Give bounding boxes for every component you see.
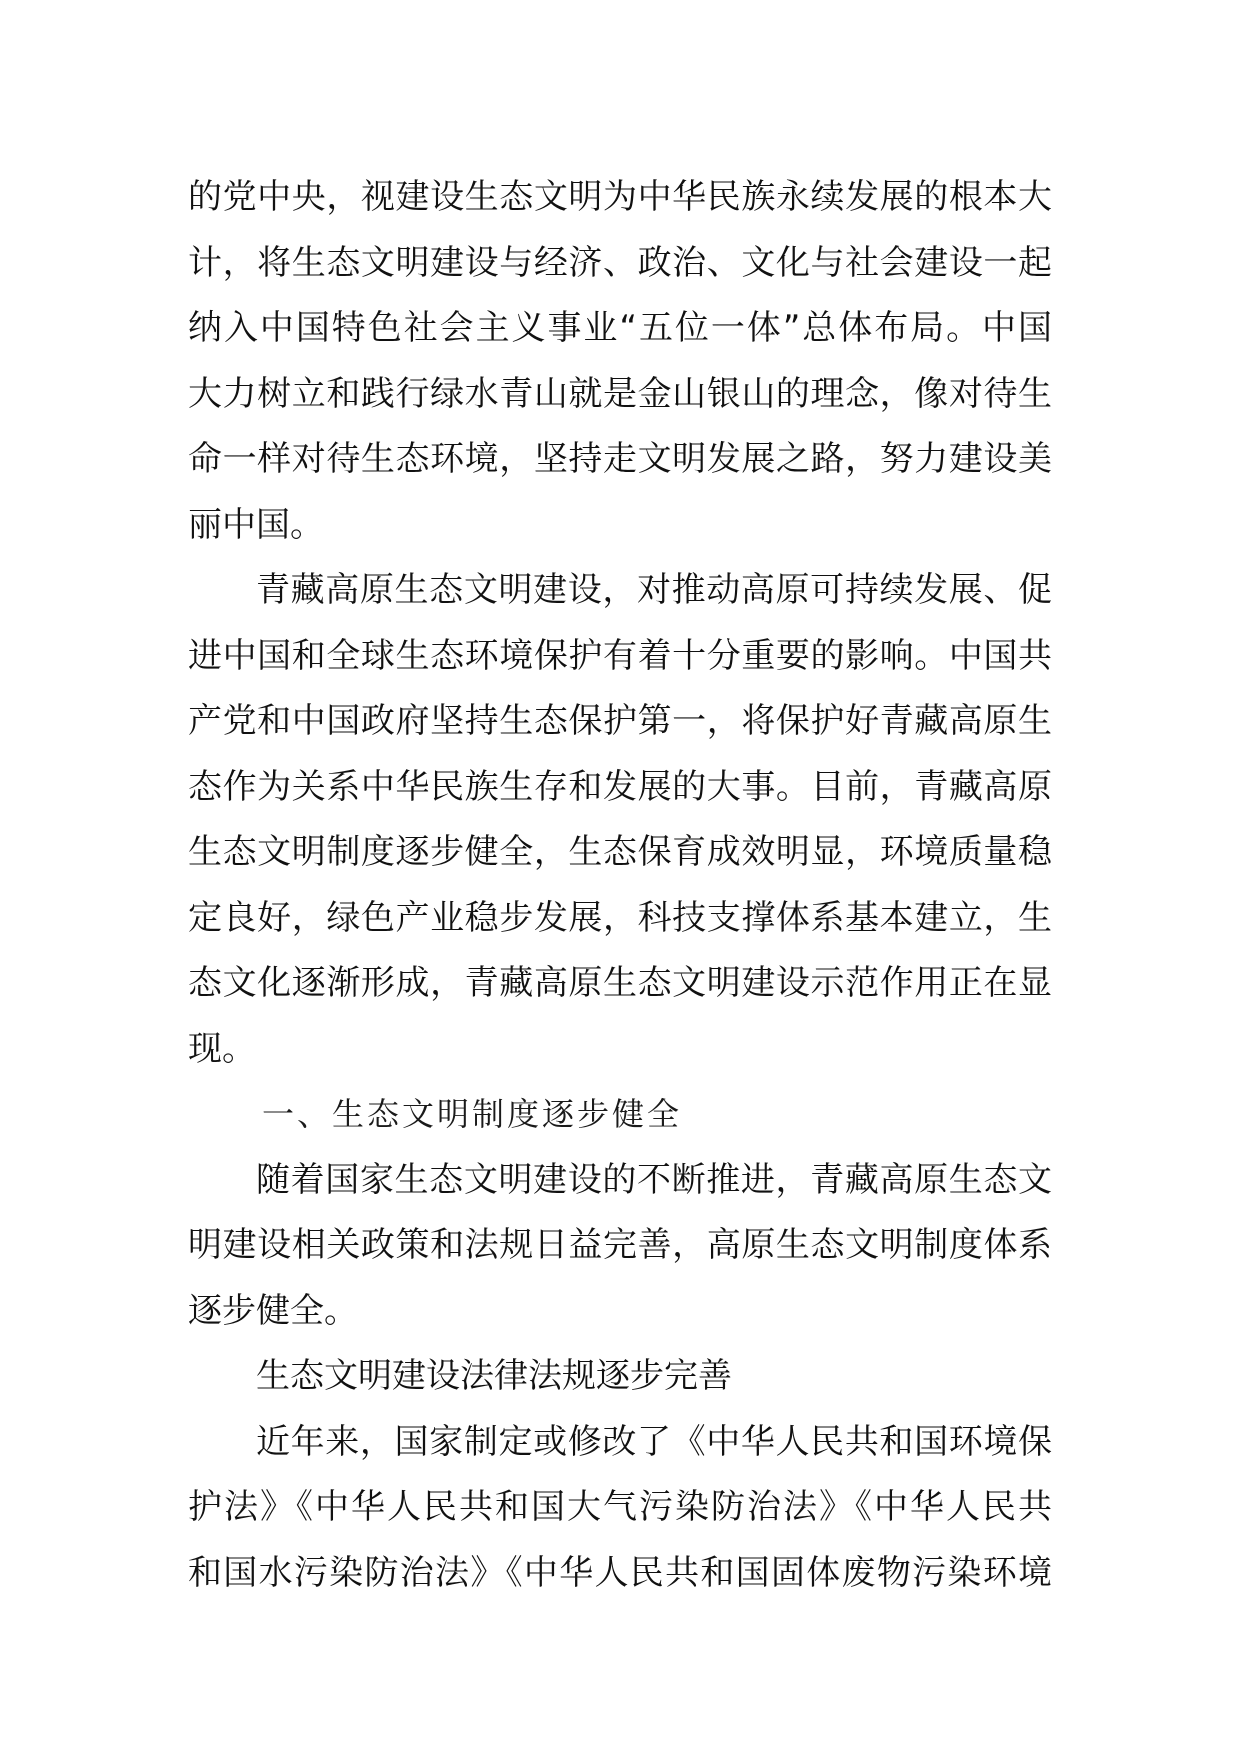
paragraph-line: 命一样对待生态环境，坚持走文明发展之路，努力建设美: [188, 439, 1052, 479]
section-heading: 一、生态文明制度逐步健全: [262, 1095, 683, 1133]
paragraph-line: 现。: [188, 1028, 256, 1069]
document-body: [188, 165, 1052, 1606]
paragraph-line: 丽中国。: [188, 504, 324, 545]
paragraph: [188, 558, 1052, 1082]
paragraph-line: 逐步健全。: [188, 1290, 358, 1331]
paragraph-line: 的党中央，视建设生态文明为中华民族永续发展的根本大: [188, 177, 1052, 217]
paragraph: [188, 1148, 1052, 1345]
paragraph-line: 产党和中国政府坚持生态保护第一，将保护好青藏高原生: [188, 701, 1052, 741]
paragraph-line: 定良好，绿色产业稳步发展，科技支撑体系基本建立，生: [188, 897, 1052, 938]
paragraph: [188, 165, 1052, 558]
paragraph: [188, 1410, 1052, 1607]
paragraph-line: 态作为关系中华民族生存和发展的大事。目前，青藏高原: [188, 766, 1052, 807]
paragraph-line: 生态文明制度逐步健全，生态保育成效明显，环境质量稳: [188, 832, 1052, 872]
paragraph-line: 青藏高原生态文明建设，对推动高原可持续发展、促: [256, 570, 1052, 610]
paragraph-line: 护法》《中华人民共和国大气污染防治法》《中华人民共: [188, 1487, 1052, 1527]
paragraph-line: 近年来，国家制定或修改了《中华人民共和国环境保: [256, 1421, 1052, 1462]
paragraph-line: 纳入中国特色社会主义事业“五位一体”总体布局。中国: [188, 308, 1052, 348]
paragraph-line: 明建设相关政策和法规日益完善，高原生态文明制度体系: [188, 1225, 1052, 1265]
paragraph-line: 计，将生态文明建设与经济、政治、文化与社会建设一起: [188, 242, 1052, 283]
subsection-heading: 生态文明建设法律法规逐步完善: [256, 1356, 732, 1396]
paragraph-line: 态文化逐渐形成，青藏高原生态文明建设示范作用正在显: [188, 963, 1052, 1003]
paragraph-line: 进中国和全球生态环境保护有着十分重要的影响。中国共: [188, 635, 1052, 676]
paragraph-line: 和国水污染防治法》《中华人民共和国固体废物污染环境: [188, 1552, 1052, 1593]
paragraph-line: 大力树立和践行绿水青山就是金山银山的理念，像对待生: [188, 373, 1052, 414]
paragraph-line: 随着国家生态文明建设的不断推进，青藏高原生态文: [256, 1159, 1052, 1200]
